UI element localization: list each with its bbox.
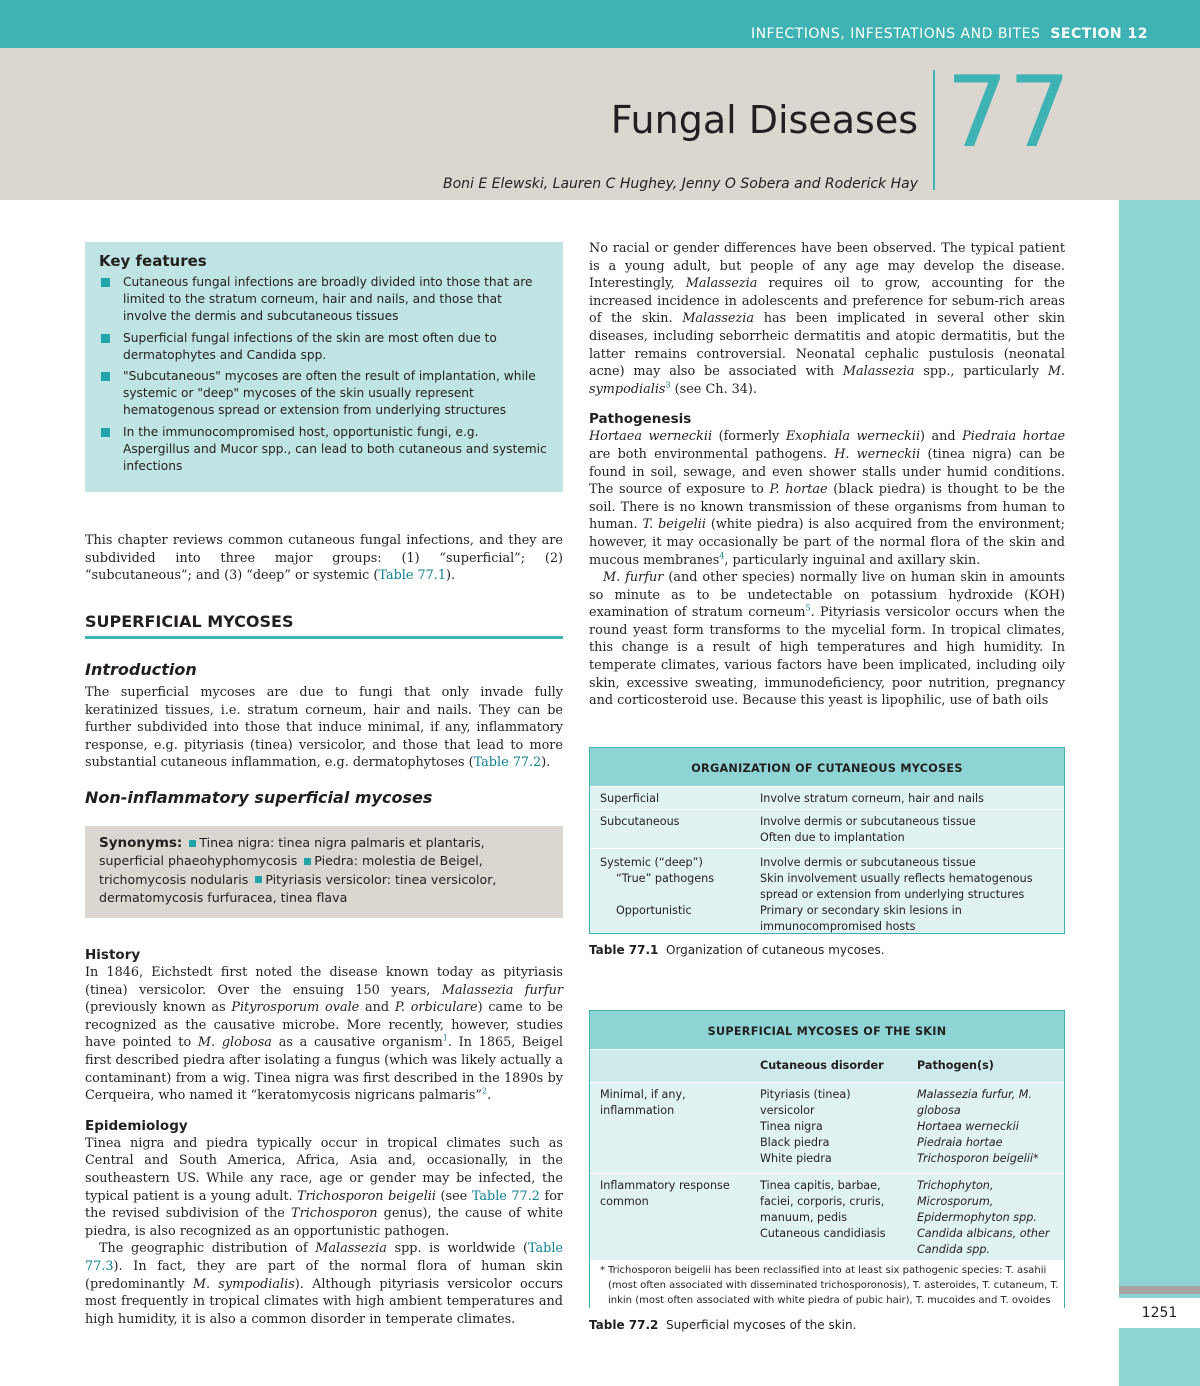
table-77-1 [589,747,1065,934]
table-row [590,1082,1064,1173]
reference-mark[interactable]: 2 [481,1086,488,1096]
table-cell: faciei, corporis, cruris, [760,1195,885,1208]
table-77-2-caption [589,1317,856,1333]
reference-mark[interactable]: 1 [442,1034,448,1044]
chapter-authors: Boni E Elewski, Lauren C Hughey, Jenny O Sobera and Roderick Hay [442,176,918,192]
key-feature-text: "Subcutaneous" mycoses are often the result of implantation, while systemic or "deep" mycoses of the skin usually represent hematogenous spread or extension from underlying structures [123,369,536,418]
square-bullet-icon [101,372,110,381]
epidemiology-paragraph: Tinea nigra and piedra typically occur in tropical climates such as Central and South America, Africa, Asia and, occasionally, in the southeastern US. While any race, age or gender may be infected, the typical patient is a young adult. Trichosporon beigelii (see Table 77.2 for the revised subdivision of the Trichosporon genus), the cause of white piedra, is also recognized as an opportunistic pathogen. [85,1135,564,1239]
column-header: Cutaneous disorder [760,1059,884,1072]
table-cell: Trichophyton, [917,1179,994,1192]
table-header-row [590,1049,1064,1082]
table-cell: immunocompromised hosts [760,920,916,933]
malassezia-paragraph: No racial or gender differences have been observed. The typical patient is a young adult, but people of any age may develop the disease. Interestingly, Malassezia requires oil to grow, accounting for the increased incidence in adolescents and preference for sebum-rich areas of the skin. Malassezia has been implicated in several other skin diseases, including seborrheic dermatitis and atopic dermatitis, but the latter remains controversial. Neonatal cephalic pustulosis (neonatal acne) may also be associated with Malassezia spp., particularly M. sympodialis$^3$ (see Ch. 34). [589,241,1065,397]
table-cell: Malassezia furfur, M. [917,1088,1032,1101]
table-title: SUPERFICIAL MYCOSES OF THE SKIN [590,1011,1064,1049]
square-bullet-icon [101,428,110,437]
synonyms-label: Synonyms: [99,835,183,851]
key-feature-text: In the immunocompromised host, opportunistic fungi, e.g. Aspergillus and Mucor spp., can lead to both cutaneous and systemic infections [123,424,547,474]
square-bullet-icon [101,334,110,343]
footnote-mark: * [600,1265,605,1276]
synonym-item: Tinea nigra: tinea nigra palmaris et plantaris, superficial phaeohyphomycosis [99,835,485,869]
subheading-introduction: Introduction [85,660,197,679]
key-feature-text: Superficial fungal infections of the skin are most often due to dermatophytes and Candida spp. [123,330,497,362]
table-cell: Skin involvement usually reflects hematogenous [760,872,1033,885]
title-divider [933,70,935,190]
table-cell: Subcutaneous [600,815,680,828]
section-label [751,24,1148,44]
column-header: Pathogen(s) [917,1059,994,1072]
caption-text: Superficial mycoses of the skin. [666,1318,857,1332]
table-cell: common [600,1195,649,1208]
table-cell: Involve stratum corneum, hair and nails [760,792,984,805]
pathogenesis-paragraph-2: M. furfur (and other species) normally live on human skin in amounts so minute as to be undetectable on potassium hydroxide (KOH) examination of stratum corneum$^5$. Pityriasis versicolor occurs when the round yeast form transforms to the mycelial form. In tropical climates, this change is a result of high temperatures and high humidity. In temperate climates, various factors have been implicated, including oily skin, excessive sweating, immunodeficiency, poor nutrition, pregnancy and corticosteroid use. Because this yeast is lipophilic, use of bath oils [589,570,1066,709]
table-cell: Opportunistic [616,904,692,917]
table-cell: Pityriasis (tinea) [760,1088,851,1101]
synonyms-box [85,826,563,918]
reference-mark[interactable]: 3 [665,380,671,390]
table-77-2-link[interactable]: Table 77.2 [473,755,542,771]
table-cell: inflammation [600,1104,675,1117]
table-row [590,809,1064,848]
introduction-text-end: ). [541,755,551,771]
table-footnote [590,1260,1064,1311]
history-block [85,946,563,1328]
introduction-paragraph [85,684,563,772]
chapter-number: 77 [946,56,1071,170]
intro-paragraph [85,532,563,585]
side-stripe-divider [1119,1286,1200,1294]
table-cell: Microsporum, [917,1195,994,1208]
right-column-top [589,240,1065,710]
introduction-block [85,684,563,772]
table-77-1-link[interactable]: Table 77.1 [378,568,446,584]
key-features-title: Key features [99,252,207,270]
table-cell: Systemic (“deep”) [600,856,703,869]
table-cell: Superficial [600,792,660,805]
table-cell: manuum, pedis [760,1211,848,1224]
table-77-2-link[interactable]: Table 77.2 [471,1188,540,1204]
key-feature-text: Cutaneous fungal infections are broadly divided into those that are limited to the stratum corneum, hair and nails, and those that involve the dermis and subcutaneous tissues [123,275,533,324]
table-cell: Involve dermis or subcutaneous tissue [760,856,976,869]
pathogenesis-paragraph: Hortaea werneckii (formerly Exophiala werneckii) and Piedraia hortae are both environmental pathogens. H. werneckii (tinea nigra) can be found in soil, sewage, and even shower stalls under humid conditions. The source of exposure to P. hortae (black piedra) is thought to be the soil. There is no known transmission of these organisms from human to human. T. beigelii (white piedra) is also acquired from the environment; however, it may occasionally be part of the normal flora of the skin and mucous membranes$^4$, particularly inguinal and axillary skin. [589,429,1066,568]
key-feature-item [99,274,549,326]
table-cell: Minimal, if any, [600,1088,686,1101]
table-cell: Tinea nigra [760,1120,823,1133]
footnote-line: inkin (most often associated with white piedra of pubic hair), T. mucoides and T. ovoides [608,1295,1051,1306]
table-cell: Tinea capitis, barbae, [760,1179,881,1192]
intro-text-end: ). [446,568,456,584]
table-cell: Often due to implantation [760,831,905,844]
chapter-title: Fungal Diseases [610,98,918,142]
intro-block [85,532,563,585]
caption-text: Organization of cutaneous mycoses. [666,943,885,957]
caption-label: Table 77.2 [589,1318,659,1332]
table-row [590,786,1064,809]
key-features-box [85,242,563,492]
side-stripe [1119,200,1200,1386]
reference-mark[interactable]: 5 [805,604,811,614]
table-cell: Involve dermis or subcutaneous tissue [760,815,976,828]
square-bullet-icon [101,278,110,287]
table-cell: globosa [917,1104,961,1117]
table-77-1-caption [589,942,885,958]
table-cell: versicolor [760,1104,815,1117]
table-cell: Black piedra [760,1136,830,1149]
section-rule [85,636,563,639]
key-feature-item [99,330,549,364]
caption-label: Table 77.1 [589,943,659,957]
table-row [590,848,1064,935]
subheading-non-inflammatory: Non-inflammatory superficial mycoses [85,788,433,807]
table-cell: White piedra [760,1152,832,1165]
table-cell: Inflammatory response [600,1179,730,1192]
table-cell: Primary or secondary skin lesions in [760,904,962,917]
top-section-bar [0,0,1200,48]
table-77-3-link[interactable]: Table 77.3 [85,1241,563,1274]
table-cell: Epidermophyton spp. [917,1211,1037,1224]
square-bullet-icon [189,840,196,847]
synonym-item: Piedra: molestia de Beigel, trichomycosis nodularis [99,853,483,887]
square-bullet-icon [255,876,262,883]
subheading-pathogenesis: Pathogenesis [589,411,692,428]
subheading-history: History [85,947,141,963]
table-cell: Cutaneous candidiasis [760,1227,886,1240]
history-paragraph: In 1846, Eichstedt first noted the disease known today as pityriasis (tinea) versicolor. Over the ensuing 150 years, Malassezia furfur (previously known as Pityrosporum ovale and P. orbiculare) came to be recognized as the causative microbe. More recently, however, studies have pointed to M. globosa as a causative organism$^1$. In 1865, Beigel first described piedra after isolating a fungus (which was likely actually a contaminant) from a wig. Tinea nigra was first described in the 1890s by Cerqueira, who named it “keratomycosis nigricans palmaris”$^2$. [85,965,563,1104]
table-cell: “True” pathogens [616,872,715,885]
table-title: ORGANIZATION OF CUTANEOUS MYCOSES [590,748,1064,786]
reference-mark[interactable]: 4 [719,551,725,561]
table-cell: Trichosporon beigelii* [917,1152,1039,1165]
footnote-line: Trichosporon beigelii has been reclassified into at least six pathogenic species: T. asahii [608,1265,1047,1276]
footnote-line: (most often associated with disseminated trichosporonosis), T. asteroides, T. cutaneum, T. [608,1280,1059,1291]
section-number: SECTION 12 [1050,26,1148,42]
key-feature-item [99,368,549,420]
table-cell: Candida spp. [917,1243,991,1256]
square-bullet-icon [304,858,311,865]
table-cell: Hortaea werneckii [917,1120,1019,1133]
table-cell: Piedraia hortae [917,1136,1003,1149]
subheading-epidemiology: Epidemiology [85,1117,188,1134]
synonym-item: Pityriasis versicolor: tinea versicolor, dermatomycosis furfuracea, tinea flava [99,871,497,906]
section-text: INFECTIONS, INFESTATIONS AND BITES [750,26,1041,42]
key-feature-item [99,424,549,476]
epidemiology-paragraph-2: The geographic distribution of Malassezia spp. is worldwide (Table 77.3). In fact, they are part of the normal flora of human skin (predominantly M. sympodialis). Although pityriasis versicolor occurs most frequently in tropical climates with high ambient temperatures and high humidity, it is also a common disorder in temperate climates. [85,1241,563,1327]
table-cell: Candida albicans, other [917,1227,1050,1240]
page-number: 1251 [1119,1298,1200,1328]
table-cell: spread or extension from underlying structures [760,888,1025,901]
introduction-text: The superficial mycoses are due to fungi that only invade fully keratinized tissues, i.e. stratum corneum, hair and nails. They can be further subdivided into those that induce minimal, if any, inflammatory response, e.g. pityriasis (tinea) versicolor, and those that lead to more substantial cutaneous inflammation, e.g. dermatophytoses ( [85,685,563,771]
section-heading-superficial: SUPERFICIAL MYCOSES [85,612,294,631]
intro-text: This chapter reviews common cutaneous fungal infections, and they are subdivided into three major groups: (1) “superficial”; (2) “subcutaneous”; and (3) “deep” or systemic ( [85,533,563,584]
table-77-2 [589,1010,1065,1308]
table-row [590,1173,1064,1260]
